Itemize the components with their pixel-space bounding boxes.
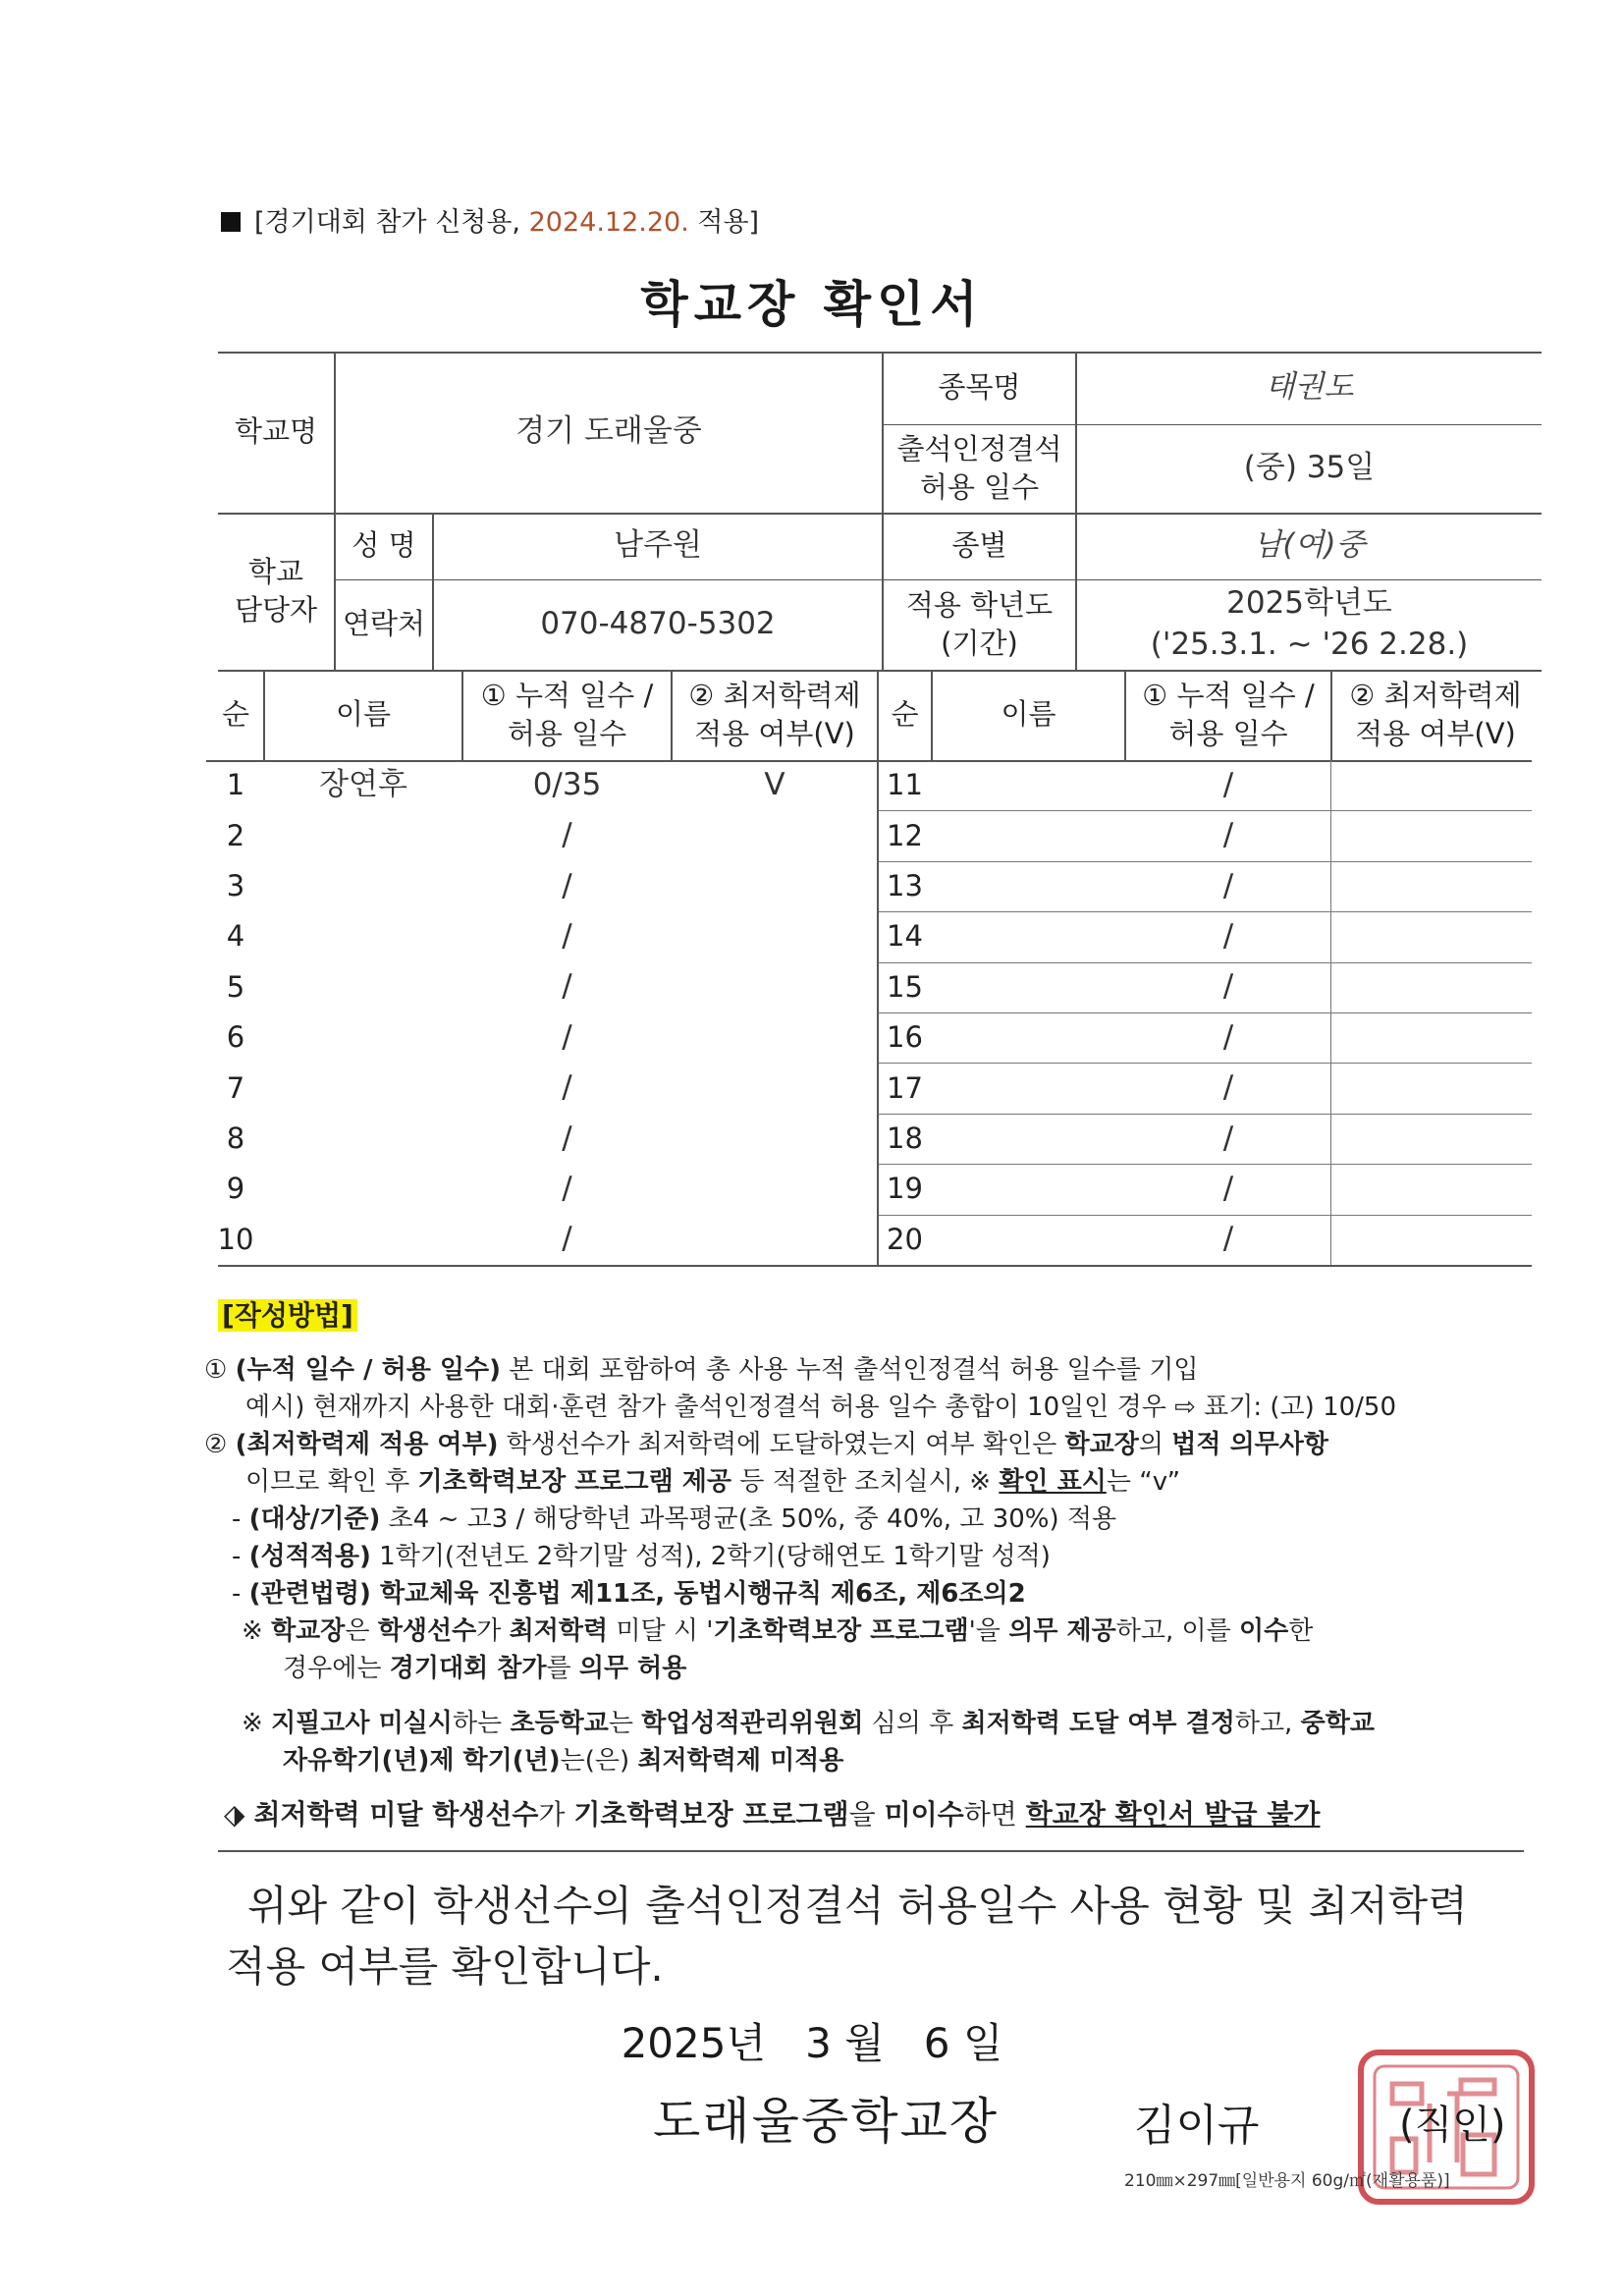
method-text: 을 (848, 1798, 885, 1831)
row-no: 15 (887, 969, 923, 1004)
row-apply (673, 962, 877, 1012)
col-name-left: 이름 (335, 697, 392, 732)
method-text: 하고, 이를 (1115, 1616, 1239, 1646)
row-apply (673, 1012, 877, 1063)
year-value-line1: 2025학년도 (1226, 585, 1392, 622)
method-bold: 초등학교 (510, 1709, 609, 1738)
contact-label: 연락처 (342, 607, 426, 641)
row-apply (673, 861, 877, 911)
col-apply-line2: 적용 여부(V) (1355, 717, 1516, 750)
row-days: / (1222, 1170, 1234, 1206)
col-days-line1: ① 누적 일수 / (1142, 678, 1315, 712)
table-vrule (1330, 760, 1331, 1265)
row-name (933, 1012, 1124, 1063)
row-name (933, 861, 1124, 911)
method-bold: 학업성적관리위원회 (641, 1709, 864, 1738)
method-text: ※ (242, 1709, 272, 1738)
method-line-1 (204, 1349, 1199, 1386)
section-rule (218, 1850, 1524, 1852)
row-no: 3 (226, 868, 245, 902)
name-label: 성 명 (352, 528, 416, 563)
row-no: 18 (887, 1121, 923, 1155)
row-name: 장연후 (319, 766, 407, 802)
row-days: / (1222, 1069, 1234, 1106)
row-apply (673, 810, 877, 860)
row-no: 11 (887, 768, 923, 802)
method-line-9 (283, 1648, 686, 1684)
method-text: 심의 후 (863, 1709, 962, 1738)
table-bottom-rule (218, 1265, 1532, 1267)
manager-name-value: 남주원 (614, 527, 702, 564)
row-apply (1332, 1012, 1539, 1063)
row-name (265, 1164, 461, 1214)
row-apply (1332, 861, 1539, 911)
method-bold: 기초학력보장 프로그램 (713, 1616, 969, 1646)
row-apply (673, 1063, 877, 1113)
method-text: 은 (345, 1616, 378, 1646)
method-text: 이므로 확인 후 (245, 1467, 418, 1497)
method-text: ② (204, 1430, 236, 1459)
col-apply-right (1332, 670, 1539, 760)
method-bold: 학교장 (1064, 1430, 1139, 1459)
header-suffix: 적용] (688, 207, 760, 238)
confirm-line1: 위와 같이 학생선수의 출석인정결석 허용일수 사용 현황 및 최저학력 (247, 1882, 1468, 1930)
method-bold: 최저학력 미달 학생선수 (253, 1798, 539, 1831)
principal-name: 김이규 (1134, 2101, 1260, 2151)
row-days: / (562, 1170, 572, 1206)
row-name (265, 1215, 461, 1265)
method-bold: 의무 제공 (1008, 1616, 1116, 1646)
row-days: / (1222, 917, 1234, 954)
issue-date: 2025년 3 월 6 일 (621, 2019, 1003, 2067)
row-no: 7 (226, 1070, 245, 1105)
method-text: 경우에는 (283, 1654, 390, 1683)
absence-days-value: (중) 35일 (1243, 450, 1376, 486)
method-text: 본 대회 포함하여 총 사용 누적 출석인정결석 허용 일수를 기입 (500, 1355, 1199, 1385)
col-apply-left (673, 670, 877, 760)
method-bold: (관련법령) 학교체육 진흥법 제11조, 동법시행규칙 제6조, 제6조의2 (248, 1579, 1026, 1609)
row-name (265, 1114, 461, 1164)
col-apply-line1: ② 최저학력제 (1349, 678, 1522, 712)
method-bold: 미이수 (884, 1798, 964, 1831)
method-text: 미달 시 ' (608, 1616, 714, 1646)
row-no: 13 (887, 868, 923, 902)
method-bold: 법적 의무사항 (1171, 1430, 1329, 1459)
method-text: ① (204, 1355, 236, 1385)
method-bold: 기초학력보장 프로그램 제공 (417, 1467, 731, 1497)
method-text: 1학기(전년도 2학기말 성적), 2학기(당해연도 1학기말 성적) (370, 1542, 1051, 1571)
method-text: 가 (538, 1798, 574, 1831)
method-line-8 (242, 1611, 1313, 1647)
row-name (933, 962, 1124, 1012)
method-text: 는 “v” (1106, 1467, 1181, 1497)
method-bold: 학생선수 (377, 1616, 477, 1646)
row-days: / (1222, 867, 1234, 903)
absence-label-line2: 허용 일수 (919, 470, 1040, 504)
manager-label-line2: 담당자 (234, 593, 318, 627)
method-text: 가 (476, 1616, 510, 1646)
row-no: 6 (226, 1020, 245, 1055)
method-bold: 기초학력보장 프로그램 (573, 1798, 849, 1831)
year-label-line1: 적용 학년도 (905, 587, 1054, 622)
method-text: 한 (1288, 1616, 1314, 1646)
method-bold: (최저학력제 적용 여부) (235, 1430, 499, 1459)
school-label: 학교명 (234, 414, 318, 449)
method-text: 학생선수가 최저학력에 도달하였는지 여부 확인은 (498, 1430, 1065, 1459)
method-line-5 (232, 1499, 1116, 1535)
method-text: 는 (608, 1709, 642, 1738)
col-days-line1: ① 누적 일수 / (480, 678, 654, 712)
row-name (933, 760, 1124, 810)
row-days: / (1222, 1018, 1234, 1055)
row-apply (1332, 760, 1539, 810)
arrow-box-icon: ⬗ (224, 1798, 254, 1831)
row-apply (673, 1114, 877, 1164)
row-name (933, 911, 1124, 961)
manager-label-line1: 학교 (247, 554, 304, 588)
row-days: / (562, 1069, 572, 1106)
row-days: / (1222, 968, 1234, 1005)
row-days: / (1222, 1120, 1234, 1156)
col-days-right (1126, 670, 1330, 760)
col-days-left (463, 670, 671, 760)
method-line-6 (232, 1536, 1051, 1572)
method-text: 는(은) (560, 1746, 638, 1776)
method-text: - (232, 1504, 249, 1534)
row-name (933, 810, 1124, 860)
confirm-line2: 적용 여부를 확인합니다. (226, 1942, 664, 1991)
absence-days-label (884, 424, 1075, 513)
method-line-12 (224, 1793, 1320, 1832)
header-date: 2024.12.20. (528, 207, 689, 238)
paper-spec-note: 210㎜×297㎜[일반용지 60g/㎡(재활용품)] (1124, 2171, 1450, 2191)
col-apply-line2: 적용 여부(V) (694, 717, 855, 750)
row-days: / (562, 1221, 572, 1257)
method-text: 하는 (452, 1709, 511, 1738)
row-name (933, 1063, 1124, 1113)
row-apply (1332, 962, 1539, 1012)
method-bold: 자유학기(년)제 학기(년) (283, 1746, 561, 1776)
row-no: 1 (226, 768, 245, 802)
method-text: 의 (1138, 1430, 1172, 1459)
method-heading-line (218, 1294, 357, 1334)
method-bold: 중학교 (1300, 1709, 1375, 1738)
col-no-right: 순 (891, 697, 919, 732)
row-no: 17 (887, 1070, 923, 1105)
row-apply: V (764, 766, 785, 802)
row-days: / (562, 917, 572, 954)
method-bold: (성적적용) (248, 1542, 371, 1571)
header-line (221, 200, 759, 239)
row-no: 12 (887, 818, 923, 852)
header-prefix: [경기대회 참가 신청용, (254, 207, 529, 238)
method-bold: 최저학력제 미적용 (637, 1746, 844, 1776)
document-title: 학교장 확인서 (640, 276, 984, 333)
method-text: 하면 (963, 1798, 1026, 1831)
row-name (265, 1012, 461, 1063)
contact-value: 070-4870-5302 (540, 606, 776, 642)
school-principal: 도래울중학교장 (653, 2093, 1000, 2150)
sport-label: 종목명 (938, 370, 1021, 405)
row-name (933, 1114, 1124, 1164)
row-no: 8 (226, 1121, 245, 1155)
method-text: - (232, 1542, 249, 1571)
row-apply (1332, 1063, 1539, 1113)
col-apply-line1: ② 최저학력제 (688, 678, 861, 712)
row-no: 10 (217, 1222, 254, 1256)
method-bold: (대상/기준) (248, 1504, 381, 1534)
col-no-left: 순 (221, 697, 249, 732)
absence-label-line1: 출석인정결석 (896, 431, 1062, 465)
year-label-line2: (기간) (941, 627, 1018, 660)
row-no: 14 (887, 919, 923, 954)
seal-word: (직인) (1399, 2103, 1506, 2148)
manager-label (218, 513, 334, 670)
row-days: / (562, 968, 572, 1005)
row-no: 9 (226, 1172, 245, 1206)
row-name (933, 1164, 1124, 1214)
year-label (884, 579, 1075, 670)
method-bold: 지필고사 미실시 (271, 1709, 453, 1738)
row-name (265, 810, 461, 860)
method-bold: 최저학력 (509, 1616, 609, 1646)
method-bold: 학교장 확인서 발급 불가 (1025, 1798, 1321, 1831)
year-value (1077, 579, 1542, 670)
row-name (265, 911, 461, 961)
method-text: 초4 ~ 고3 / 해당학년 과목평균(초 50%, 중 40%, 고 30%) 적용 (380, 1504, 1117, 1534)
row-days: / (562, 1018, 572, 1055)
row-days: 0/35 (532, 766, 602, 802)
confirmation-text (226, 1876, 1468, 1997)
method-heading: [작성방법] (218, 1299, 357, 1332)
method-text: 하고, (1234, 1709, 1301, 1738)
row-apply (673, 911, 877, 961)
row-no: 4 (226, 919, 245, 954)
row-apply (1332, 810, 1539, 860)
row-no: 20 (887, 1222, 923, 1256)
method-line-10 (242, 1703, 1375, 1739)
method-bold: 확인 표시 (999, 1467, 1107, 1497)
row-apply (1332, 1114, 1539, 1164)
row-name (933, 1215, 1124, 1265)
method-text: ※ (242, 1616, 272, 1646)
year-value-line2: ('25.3.1. ~ '26 2.28.) (1150, 627, 1469, 662)
row-apply (673, 1215, 877, 1265)
method-bold: 최저학력 도달 여부 결정 (961, 1709, 1235, 1738)
method-line-3 (204, 1424, 1328, 1460)
row-apply (1332, 1215, 1539, 1265)
col-days-line2: 허용 일수 (507, 717, 627, 750)
method-bold: 의무 허용 (578, 1654, 687, 1683)
method-text: 등 적절한 조치실시, ※ (731, 1467, 1000, 1497)
gender-value: 남(여)중 (1253, 527, 1366, 564)
row-days: / (1222, 766, 1234, 802)
school-value: 경기 도래울중 (515, 413, 702, 450)
row-name (265, 861, 461, 911)
row-days: / (562, 867, 572, 903)
method-line-4 (245, 1461, 1180, 1498)
row-name (265, 1063, 461, 1113)
gender-label: 종별 (951, 528, 1007, 563)
method-line-7 (232, 1573, 1026, 1610)
row-days: / (1222, 1221, 1234, 1257)
row-name (265, 962, 461, 1012)
row-days: / (1222, 817, 1234, 853)
row-apply (1332, 1164, 1539, 1214)
method-line-2: 예시) 현재까지 사용한 대회·훈련 참가 출석인정결석 허용 일수 총합이 10일인 경우 ⇨ 표기: (고) 10/50 (245, 1393, 1397, 1422)
row-no: 19 (887, 1172, 923, 1206)
method-bold: 이수 (1238, 1616, 1289, 1646)
row-apply (673, 1164, 877, 1214)
col-name-right: 이름 (1001, 697, 1056, 732)
method-bold: 경기대회 참가 (389, 1654, 547, 1683)
square-bullet-icon (221, 212, 241, 232)
row-no: 16 (887, 1020, 923, 1055)
row-apply (1332, 911, 1539, 961)
method-line-11 (283, 1740, 843, 1777)
row-days: / (562, 817, 572, 853)
sport-value: 태권도 (1265, 369, 1354, 406)
method-text: 를 (546, 1654, 579, 1683)
method-bold: 학교장 (271, 1616, 346, 1646)
method-text: - (232, 1579, 249, 1609)
row-no: 2 (226, 818, 245, 852)
row-no: 5 (226, 969, 245, 1004)
method-bold: (누적 일수 / 허용 일수) (235, 1355, 501, 1385)
col-days-line2: 허용 일수 (1168, 717, 1288, 750)
row-days: / (562, 1120, 572, 1156)
method-text: '을 (968, 1616, 1009, 1646)
